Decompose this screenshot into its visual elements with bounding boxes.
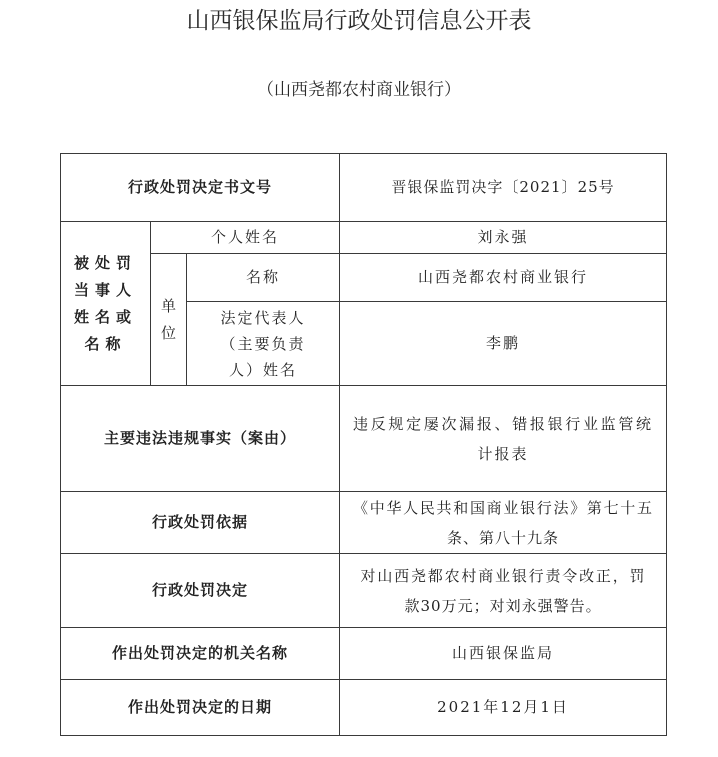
table-row [61,222,667,254]
legal-rep-value: 李鹏 [340,302,667,386]
facts-value: 违反规定屡次漏报、错报银行业监管统计报表 [353,414,654,463]
date-label: 作出处罚决定的日期 [61,680,340,736]
basis-label: 行政处罚依据 [61,492,340,554]
unit-label [151,254,187,386]
basis-value: 《中华人民共和国商业银行法》第七十五条、第八十九条 [353,498,654,547]
decision-cell [340,554,667,628]
table-row [61,386,667,492]
authority-label: 作出处罚决定的机关名称 [61,628,340,680]
legal-rep-label-text: 法定代表人（主要负责人）姓名 [220,308,306,379]
decision-value: 对山西尧都农村商业银行责令改正，罚款30万元；对刘永强警告。 [360,566,646,615]
decision-number-label: 行政处罚决定书文号 [61,154,340,222]
unit-label-text: 单位 [160,296,176,342]
table-row [61,254,667,302]
facts-label: 主要违法违规事实（案由） [61,386,340,492]
decision-number-value: 晋银保监罚决字〔2021〕25号 [340,154,667,222]
table-row [61,628,667,680]
decision-label: 行政处罚决定 [61,554,340,628]
basis-cell [340,492,667,554]
date-value: 2021年12月1日 [340,680,667,736]
page-title: 山西银保监局行政处罚信息公开表 [186,8,532,34]
party-label-text: 被处罚当事人姓名或名称 [73,253,137,353]
individual-name-value: 刘永强 [340,222,667,254]
table-row [61,492,667,554]
legal-rep-label [187,302,340,386]
unit-name-value: 山西尧都农村商业银行 [340,254,667,302]
table-row [61,554,667,628]
facts-cell [340,386,667,492]
party-label [61,222,151,386]
authority-value: 山西银保监局 [340,628,667,680]
page-subtitle: （山西尧都农村商业银行） [257,80,461,100]
unit-name-label: 名称 [187,254,340,302]
table-row [61,680,667,736]
table-row [61,154,667,222]
individual-name-label: 个人姓名 [151,222,340,254]
penalty-info-table [60,153,667,736]
